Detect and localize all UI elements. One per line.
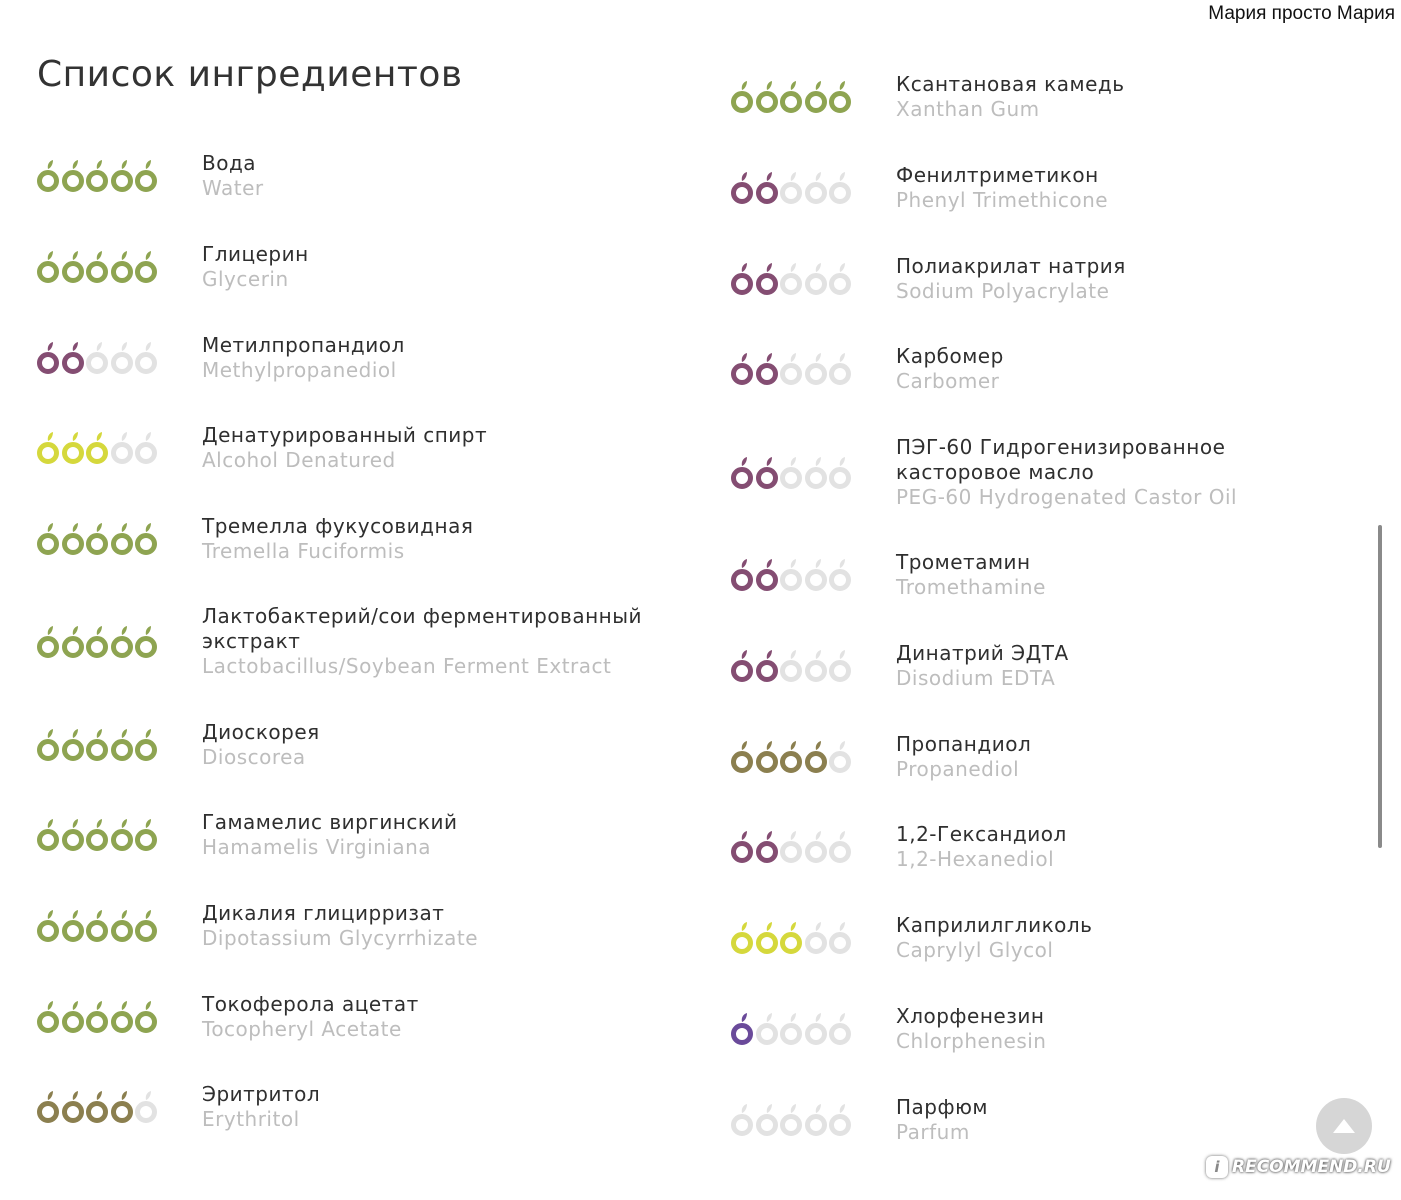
drop-filled-icon	[110, 1000, 134, 1034]
safety-rating	[36, 625, 161, 659]
drop-empty-icon	[828, 830, 852, 864]
drop-filled-icon	[730, 1012, 754, 1046]
drop-filled-icon	[730, 830, 754, 864]
ingredient-name-ru: Тремелла фукусовидная	[202, 514, 474, 538]
ingredient-name-ru: Каприлилгликоль	[896, 913, 1093, 937]
drop-empty-icon	[779, 1103, 803, 1137]
ingredient-names	[896, 1004, 1350, 1054]
drop-empty-icon	[828, 649, 852, 683]
drop-empty-icon	[804, 921, 828, 955]
ingredient-name-ru: Гамамелис виргинский	[202, 810, 458, 834]
ingredient-name-en: Hamamelis Virginiana	[202, 835, 432, 859]
drop-filled-icon	[85, 1000, 109, 1034]
ingredient-name-en: Caprylyl Glycol	[896, 938, 1054, 962]
drop-filled-icon	[85, 625, 109, 659]
ingredient-names	[202, 1082, 696, 1132]
ingredient-name-en: 1,2-Hexanediol	[896, 847, 1055, 871]
drop-filled-icon	[61, 728, 85, 762]
drop-filled-icon	[36, 728, 60, 762]
watermark	[1206, 1156, 1391, 1178]
drop-filled-icon	[755, 80, 779, 114]
drop-empty-icon	[755, 1103, 779, 1137]
drop-filled-icon	[61, 625, 85, 659]
drop-empty-icon	[804, 352, 828, 386]
ingredient-name-en: Dioscorea	[202, 745, 306, 769]
ingredient-names	[896, 913, 1350, 963]
safety-rating	[36, 341, 161, 375]
drop-empty-icon	[85, 341, 109, 375]
drop-empty-icon	[134, 1090, 158, 1124]
ingredient-name-en: Dipotassium Glycyrrhizate	[202, 926, 478, 950]
drop-empty-icon	[804, 558, 828, 592]
ingredient-name-ru: ПЭГ-60 Гидрогенизированное касторовое масло	[896, 435, 1226, 484]
ingredient-name-en: Erythritol	[202, 1107, 300, 1131]
drop-filled-icon	[85, 250, 109, 284]
drop-filled-icon	[134, 728, 158, 762]
drop-empty-icon	[804, 1012, 828, 1046]
drop-filled-icon	[755, 352, 779, 386]
ingredient-name-en: Phenyl Trimethicone	[896, 188, 1109, 212]
drop-filled-icon	[36, 341, 60, 375]
safety-rating	[730, 921, 855, 955]
drop-filled-icon	[755, 649, 779, 683]
drop-filled-icon	[36, 625, 60, 659]
ingredient-name-ru: Денатурированный спирт	[202, 423, 488, 447]
ingredient-name-ru: Вода	[202, 151, 257, 175]
drop-empty-icon	[804, 830, 828, 864]
ingredient-name-en: Tromethamine	[896, 575, 1046, 599]
drop-filled-icon	[85, 1090, 109, 1124]
drop-filled-icon	[779, 740, 803, 774]
drop-filled-icon	[110, 1090, 134, 1124]
drop-filled-icon	[730, 456, 754, 490]
drop-filled-icon	[134, 522, 158, 556]
drop-filled-icon	[85, 431, 109, 465]
drop-filled-icon	[36, 909, 60, 943]
page-title: Список ингредиентов	[37, 54, 463, 95]
drop-filled-icon	[61, 818, 85, 852]
ingredient-name-en: Alcohol Denatured	[202, 448, 396, 472]
safety-rating	[730, 262, 855, 296]
drop-filled-icon	[730, 171, 754, 205]
safety-rating	[730, 1103, 855, 1137]
ingredient-name-en: Parfum	[896, 1120, 970, 1144]
ingredient-names	[202, 423, 696, 473]
drop-filled-icon	[61, 159, 85, 193]
drop-empty-icon	[804, 171, 828, 205]
drop-empty-icon	[779, 830, 803, 864]
drop-filled-icon	[36, 431, 60, 465]
drop-filled-icon	[730, 352, 754, 386]
ingredient-name-en: Water	[202, 176, 264, 200]
arrow-up-icon	[1333, 1119, 1355, 1133]
drop-filled-icon	[110, 728, 134, 762]
drop-filled-icon	[730, 649, 754, 683]
drop-empty-icon	[110, 341, 134, 375]
ingredient-names	[896, 550, 1350, 600]
drop-filled-icon	[730, 558, 754, 592]
drop-empty-icon	[804, 649, 828, 683]
drop-filled-icon	[755, 558, 779, 592]
ingredient-name-en: Chlorphenesin	[896, 1029, 1047, 1053]
safety-rating	[730, 456, 855, 490]
safety-rating	[36, 1090, 161, 1124]
drop-filled-icon	[61, 250, 85, 284]
ingredient-name-ru: Трометамин	[896, 550, 1031, 574]
ingredient-name-ru: Карбомер	[896, 344, 1004, 368]
drop-filled-icon	[110, 159, 134, 193]
ingredient-name-ru: Ксантановая камедь	[896, 72, 1125, 96]
scrollbar[interactable]	[1378, 525, 1382, 848]
safety-rating	[36, 909, 161, 943]
drop-filled-icon	[755, 740, 779, 774]
safety-rating	[730, 171, 855, 205]
drop-filled-icon	[730, 740, 754, 774]
safety-rating	[36, 728, 161, 762]
drop-empty-icon	[779, 262, 803, 296]
drop-filled-icon	[36, 818, 60, 852]
ingredient-names	[202, 992, 696, 1042]
drop-empty-icon	[779, 171, 803, 205]
ingredient-names	[202, 333, 696, 383]
safety-rating	[36, 818, 161, 852]
ingredient-name-ru: Лактобактерий/сои ферментированный экстракт	[202, 604, 643, 653]
ingredient-name-ru: Пропандиол	[896, 732, 1032, 756]
drop-filled-icon	[85, 522, 109, 556]
safety-rating	[36, 250, 161, 284]
drop-empty-icon	[134, 341, 158, 375]
ingredient-name-en: Disodium EDTA	[896, 666, 1056, 690]
drop-filled-icon	[85, 728, 109, 762]
ingredient-name-ru: 1,2-Гександиол	[896, 822, 1067, 846]
drop-filled-icon	[61, 431, 85, 465]
drop-empty-icon	[779, 352, 803, 386]
drop-filled-icon	[61, 522, 85, 556]
ingredient-names	[202, 604, 696, 679]
drop-empty-icon	[804, 1103, 828, 1137]
drop-empty-icon	[730, 1103, 754, 1137]
drop-empty-icon	[828, 921, 852, 955]
drop-filled-icon	[755, 456, 779, 490]
username-label: Мария просто Мария	[1208, 3, 1395, 24]
ingredient-names	[202, 151, 696, 201]
drop-filled-icon	[36, 1090, 60, 1124]
drop-empty-icon	[828, 740, 852, 774]
drop-filled-icon	[110, 625, 134, 659]
ingredient-name-ru: Полиакрилат натрия	[896, 254, 1126, 278]
ingredient-names	[896, 163, 1350, 213]
drop-filled-icon	[110, 250, 134, 284]
safety-rating	[730, 1012, 855, 1046]
drop-empty-icon	[828, 262, 852, 296]
drop-empty-icon	[779, 456, 803, 490]
drop-filled-icon	[36, 1000, 60, 1034]
ingredient-name-ru: Эритритол	[202, 1082, 321, 1106]
ingredient-name-ru: Токоферола ацетат	[202, 992, 419, 1016]
safety-rating	[730, 352, 855, 386]
ingredient-name-en: Tremella Fuciformis	[202, 539, 405, 563]
ingredient-names	[202, 901, 696, 951]
ingredient-names	[202, 720, 696, 770]
ingredient-name-ru: Глицерин	[202, 242, 309, 266]
ingredient-name-en: Glycerin	[202, 267, 289, 291]
watermark-badge: i	[1206, 1156, 1228, 1178]
ingredient-name-en: Sodium Polyacrylate	[896, 279, 1110, 303]
drop-filled-icon	[134, 159, 158, 193]
ingredient-name-en: Carbomer	[896, 369, 1000, 393]
ingredient-name-en: Xanthan Gum	[896, 97, 1040, 121]
drop-empty-icon	[779, 649, 803, 683]
drop-filled-icon	[134, 625, 158, 659]
ingredient-names	[896, 732, 1350, 782]
safety-rating	[36, 431, 161, 465]
ingredient-names	[896, 1095, 1350, 1145]
drop-filled-icon	[61, 1000, 85, 1034]
drop-empty-icon	[828, 171, 852, 205]
drop-empty-icon	[828, 1012, 852, 1046]
drop-filled-icon	[755, 830, 779, 864]
drop-empty-icon	[828, 558, 852, 592]
drop-filled-icon	[804, 740, 828, 774]
ingredient-name-en: Methylpropanediol	[202, 358, 397, 382]
drop-empty-icon	[134, 431, 158, 465]
safety-rating	[36, 159, 161, 193]
drop-empty-icon	[110, 431, 134, 465]
scroll-to-top-button[interactable]	[1316, 1098, 1372, 1154]
drop-filled-icon	[61, 909, 85, 943]
ingredient-names	[896, 435, 1350, 510]
drop-filled-icon	[755, 171, 779, 205]
drop-filled-icon	[134, 1000, 158, 1034]
drop-empty-icon	[828, 456, 852, 490]
ingredient-names	[202, 242, 696, 292]
drop-filled-icon	[110, 522, 134, 556]
safety-rating	[36, 522, 161, 556]
drop-filled-icon	[85, 909, 109, 943]
drop-filled-icon	[110, 818, 134, 852]
ingredient-name-en: Tocopheryl Acetate	[202, 1017, 402, 1041]
ingredient-name-ru: Фенилтриметикон	[896, 163, 1099, 187]
drop-filled-icon	[36, 250, 60, 284]
ingredient-name-ru: Динатрий ЭДТА	[896, 641, 1069, 665]
drop-empty-icon	[804, 456, 828, 490]
drop-filled-icon	[828, 80, 852, 114]
ingredient-names	[896, 641, 1350, 691]
drop-filled-icon	[755, 921, 779, 955]
ingredient-name-ru: Дикалия глицирризат	[202, 901, 445, 925]
watermark-text: RECOMMEND.RU	[1232, 1157, 1391, 1177]
drop-filled-icon	[134, 250, 158, 284]
safety-rating	[730, 80, 855, 114]
ingredient-names	[896, 822, 1350, 872]
drop-empty-icon	[828, 1103, 852, 1137]
drop-filled-icon	[36, 159, 60, 193]
drop-filled-icon	[85, 159, 109, 193]
drop-filled-icon	[134, 818, 158, 852]
drop-empty-icon	[828, 352, 852, 386]
drop-empty-icon	[755, 1012, 779, 1046]
drop-filled-icon	[730, 921, 754, 955]
safety-rating	[730, 740, 855, 774]
ingredient-name-ru: Парфюм	[896, 1095, 989, 1119]
safety-rating	[36, 1000, 161, 1034]
ingredient-names	[896, 344, 1350, 394]
drop-filled-icon	[730, 80, 754, 114]
ingredient-name-en: Lactobacillus/Soybean Ferment Extract	[202, 654, 612, 678]
drop-filled-icon	[110, 909, 134, 943]
drop-empty-icon	[804, 262, 828, 296]
drop-filled-icon	[61, 341, 85, 375]
drop-filled-icon	[36, 522, 60, 556]
drop-filled-icon	[804, 80, 828, 114]
ingredient-name-ru: Хлорфенезин	[896, 1004, 1045, 1028]
drop-filled-icon	[134, 909, 158, 943]
drop-filled-icon	[779, 80, 803, 114]
ingredient-names	[202, 810, 696, 860]
ingredient-name-ru: Диоскорея	[202, 720, 320, 744]
safety-rating	[730, 649, 855, 683]
safety-rating	[730, 558, 855, 592]
drop-empty-icon	[779, 558, 803, 592]
drop-filled-icon	[61, 1090, 85, 1124]
ingredient-names	[896, 254, 1350, 304]
ingredient-name-ru: Метилпропандиол	[202, 333, 405, 357]
drop-filled-icon	[755, 262, 779, 296]
safety-rating	[730, 830, 855, 864]
drop-empty-icon	[779, 1012, 803, 1046]
ingredient-name-en: PEG-60 Hydrogenated Castor Oil	[896, 485, 1238, 509]
drop-filled-icon	[730, 262, 754, 296]
ingredient-names	[896, 72, 1350, 122]
drop-filled-icon	[85, 818, 109, 852]
drop-filled-icon	[779, 921, 803, 955]
ingredient-name-en: Propanediol	[896, 757, 1020, 781]
ingredient-names	[202, 514, 696, 564]
